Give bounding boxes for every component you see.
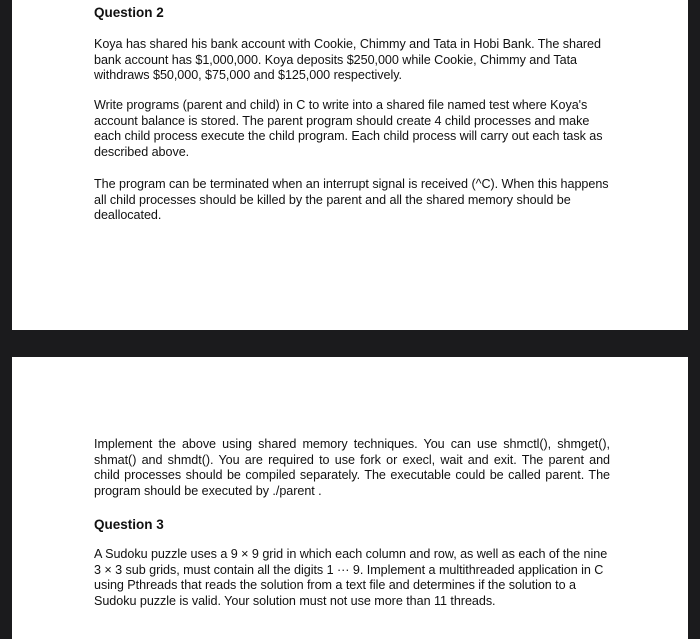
question-2-implementation: Implement the above using shared memory techniques. You can use shmctl(), shmget(), shmat() and shmdt(). You are required to use fork or execl, wait and exit. The parent and child processes should be compiled separately. The executable could be called parent. The program should be executed by ./parent . [94,437,610,498]
question-3-heading: Question 3 [94,517,164,532]
question-2-task: Write programs (parent and child) in C to write into a shared file named test where Koya's account balance is stored. The parent program should create 4 child processes and make each child process execute the child program. Each child process will carry out each task as described above. [94,98,603,159]
question-3-sudoku: A Sudoku puzzle uses a 9 × 9 grid in which each column and row, as well as each of the nine 3 × 3 sub grids, must contain all the digits 1 ··· 9. Implement a multithreaded application in C using Pthreads that reads the solution from a text file and determines if the solution to a Sudoku puzzle is valid. Your solution must not use more than 11 threads. [94,547,608,608]
question-2-heading: Question 2 [94,5,164,20]
question-2-termination: The program can be terminated when an interrupt signal is received (^C). When this happens all child processes should be killed by the parent and all the shared memory should be deallocated. [94,177,609,222]
document-page-2 [12,357,688,639]
question-2-scenario: Koya has shared his bank account with Cookie, Chimmy and Tata in Hobi Bank. The shared bank account has $1,000,000. Koya deposits $250,000 while Cookie, Chimmy and Tata withdraws $50,000, $75,000 and $125,000 respectively. [94,37,601,82]
document-page-1 [12,0,688,330]
